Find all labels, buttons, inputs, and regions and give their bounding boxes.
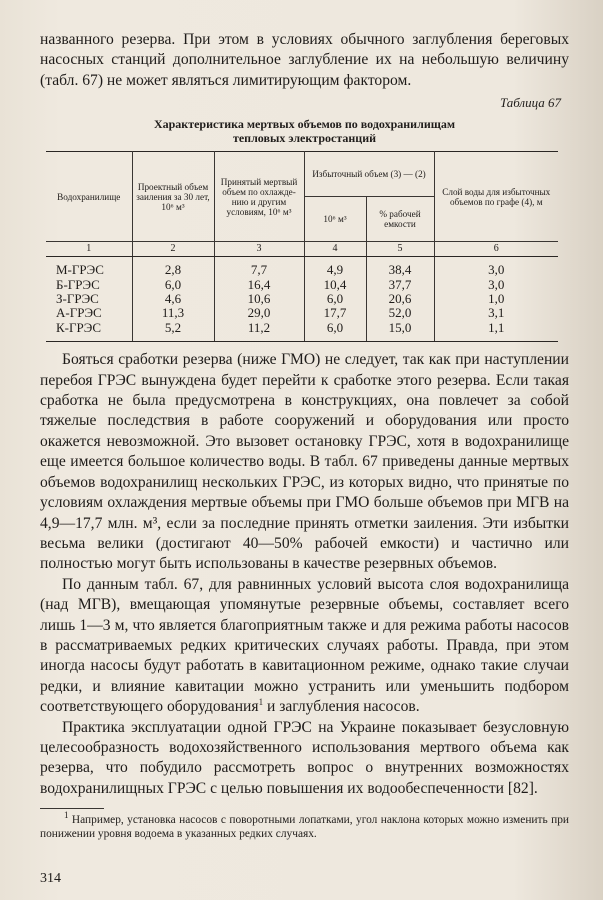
table-cell: 6,0 [132, 278, 214, 292]
table-row [46, 257, 558, 278]
column-number: 6 [434, 242, 558, 257]
table-cell: 3,0 [434, 257, 558, 278]
header-excess-mln-m3: 10⁶ м³ [304, 197, 366, 242]
table-cell: 10,6 [214, 292, 304, 306]
table-row [46, 321, 558, 342]
footnote-reference: 1 [258, 696, 264, 707]
table-row [46, 292, 558, 306]
table-cell: З-ГРЭС [56, 291, 99, 307]
table-label: Таблица 67 [499, 95, 561, 111]
header-dead-volume: Принятый мертвый объем по охлаждению и другим условиям, 10⁶ м³ [214, 152, 304, 242]
footnote-text: Например, установка насосов с поворотными лопатками, угол наклона которых можно изменить при понижении уровня водоема в указанных редких случаях. [40, 814, 569, 841]
table-cell: 1,0 [434, 292, 558, 306]
table-cell: 6,0 [304, 321, 366, 342]
table-cell: 11,2 [214, 321, 304, 342]
table-cell: К-ГРЭС [46, 321, 132, 342]
paragraph-layer-height-text: По данным табл. 67, для равнинных условий высота слоя водохранилища (над МГВ), вмещающая упомянутые резервные объемы, составляет всего лишь 1—3 м, что является благоприятным также и для режима работы насосов в рассматриваемых редких критических случаях работы. Правда, при этом иногда насосы будут работать в кавитационном режиме, однако такие случаи редки, и влияние кавитации можно устранить или уменьшить подбором соответствующего оборудования [40, 575, 569, 716]
column-number: 5 [366, 242, 434, 257]
table-cell: 4,6 [132, 292, 214, 306]
table-cell: 15,0 [366, 321, 434, 342]
column-number: 1 [46, 242, 132, 257]
table-row [46, 278, 558, 292]
table-cell: Б-ГРЭС [56, 276, 100, 292]
table-cell: 10,4 [304, 278, 366, 292]
page-number: 314 [40, 871, 61, 886]
header-water-layer: Слой воды для избыточных объемов по графе (4), м [434, 152, 558, 242]
table-cell: 7,7 [214, 257, 304, 278]
table-cell: 11,3 [132, 306, 214, 320]
header-excess-volume: Избыточный объем (3) — (2) [304, 152, 434, 197]
table-cell: 3,0 [434, 278, 558, 292]
table-cell: 20,6 [366, 292, 434, 306]
footnote-divider [40, 808, 104, 809]
paragraph-layer-height [40, 575, 569, 718]
table-row [46, 306, 558, 320]
paragraph-layer-height-tail: и заглубления насосов. [263, 698, 420, 716]
paragraph-practice: Практика эксплуатации одной ГРЭС на Украине показывает безусловную целесообразность водохозяйственного использования мертвого объема как резерва, что побудило рассмотреть вопрос о внутренних возможностях водохранилищных ГРЭС с целью повышения их водообеспеченности [82]. [40, 718, 569, 797]
footnote [40, 810, 569, 841]
header-excess-percent: % рабочей емкости [366, 197, 434, 242]
table-title [40, 117, 569, 145]
table-cell: 2,8 [132, 257, 214, 278]
table-cell: А-ГРЭС [56, 305, 102, 321]
footnote-marker: 1 [64, 810, 69, 821]
table-title-line-2: тепловых электростанций [232, 131, 377, 146]
table-cell: М-ГРЭС [56, 262, 104, 278]
dead-volume-table [46, 151, 558, 342]
table-title-line-1: Характеристика мертвых объемов по водохранилищам [153, 117, 456, 132]
table-cell: 4,9 [304, 257, 366, 278]
table-cell: 5,2 [132, 321, 214, 342]
header-silting-volume: Проектный объем заиления за 30 лет, 10⁶ м³ [132, 152, 214, 242]
table-cell: 37,7 [366, 278, 434, 292]
paragraph-intro: названного резерва. При этом в условиях обычного заглубления береговых насосных станций дополнительное заглубление их на небольшую величину (табл. 67) не может являться лимитирующим фактором. [40, 31, 569, 89]
column-number: 3 [214, 242, 304, 257]
table-cell: 29,0 [214, 306, 304, 320]
column-number: 2 [132, 242, 214, 257]
table-cell: 38,4 [366, 257, 434, 278]
paragraph-reserve-drawdown: Бояться сработки резерва (ниже ГМО) не следует, так как при наступлении перебоя ГРЭС вынуждена будет перейти к сработке этого резерва. Если такая сработка не была предусмотрена в конструкциях, она повлечет за собой тяжелые последствия в работе сооружений и оборудования или просто окажется невозможной. Это вызовет остановку ГРЭС, хотя в водохранилище еще имеется большое количество воды. В табл. 67 приведены данные мертвых объемов водохранилищ нескольких ГРЭС, из которых видно, что принятые по условиям охлаждения мертвые объемы при ГМО больше объемов при МГВ на 4,9—17,7 млн. м³, если за последние принять отметки заиления. Эти избытки весьма велики (достигают 40—50% рабочей емкости) и частично или полностью могут быть использованы в качестве резервных объемов. [40, 351, 569, 573]
table-cell: 6,0 [304, 292, 366, 306]
table-cell: 1,1 [434, 321, 558, 342]
table-cell: 3,1 [434, 306, 558, 320]
table-cell: 52,0 [366, 306, 434, 320]
table-cell: 16,4 [214, 278, 304, 292]
column-number: 4 [304, 242, 366, 257]
header-reservoir: Водохранилище [46, 152, 132, 242]
table-cell: 17,7 [304, 306, 366, 320]
